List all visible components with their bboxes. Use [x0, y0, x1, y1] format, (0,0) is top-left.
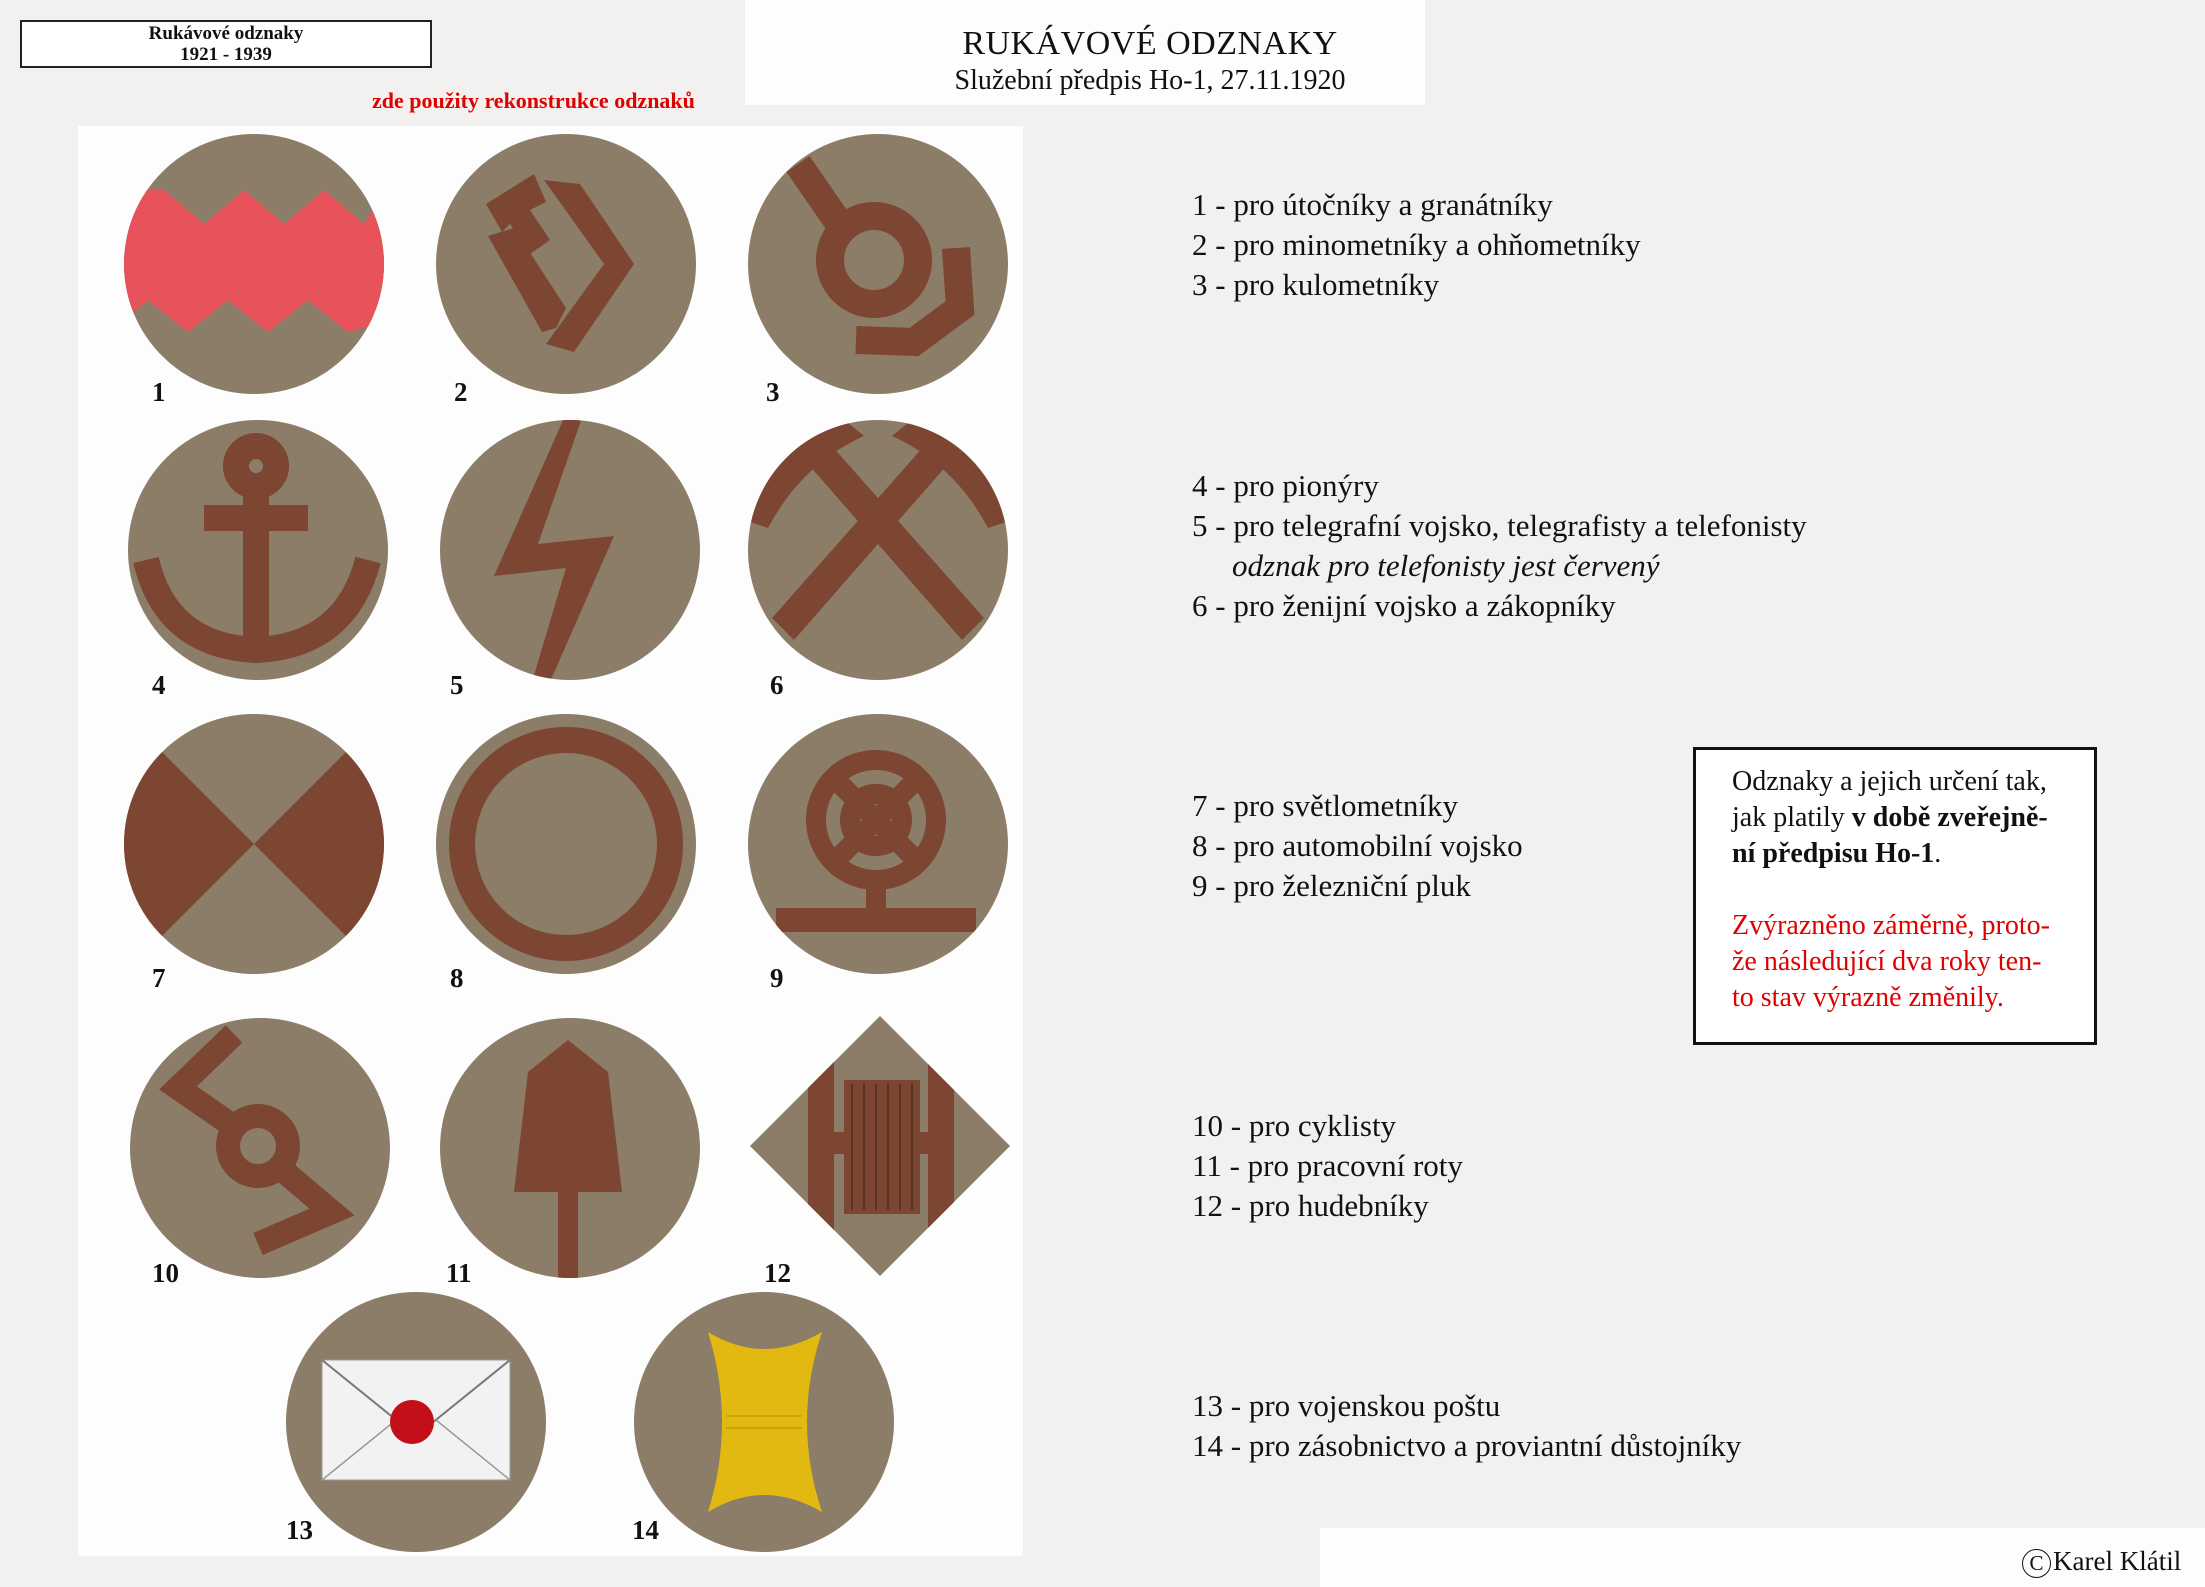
badge-number: 12: [764, 1258, 791, 1288]
info-line: [1732, 800, 2082, 836]
description-group-3: [1192, 786, 1523, 906]
info-bold-text: ní předpisu Ho-1: [1732, 838, 1935, 869]
badge-number: 9: [770, 963, 784, 993]
description-line: 5 - pro telegrafní vojsko, telegrafisty a telefonisty: [1192, 508, 1807, 543]
badge-number: 14: [632, 1515, 659, 1545]
badge-number: 2: [454, 377, 468, 407]
info-red-line: že následující dva roky ten-: [1732, 946, 2042, 977]
description-line: 9 - pro železniční pluk: [1192, 868, 1471, 903]
badge-number: 13: [286, 1515, 313, 1545]
info-text: .: [1934, 838, 1942, 869]
description-line: 13 - pro vojenskou poštu: [1192, 1388, 1501, 1423]
description-line: 8 - pro automobilní vojsko: [1192, 828, 1523, 863]
bicycle-crank-icon: [128, 1016, 392, 1280]
copyright: [2022, 1546, 2181, 1578]
badge-number: 7: [152, 963, 166, 993]
page-title: RUKÁVOVÉ ODZNAKY: [962, 25, 1338, 62]
reconstruction-note: zde použity rekonstrukce odznaků: [372, 88, 695, 113]
anchor-icon: [126, 418, 390, 682]
shovel-icon: [438, 1016, 702, 1280]
info-line: [1732, 836, 2082, 872]
info-text: jak platily: [1732, 802, 1852, 833]
envelope-icon: [284, 1290, 548, 1554]
info-bold-text: v době zveřejně-: [1851, 802, 2048, 833]
info-box: [1693, 747, 2097, 1045]
hourglass-sectors-icon: [122, 712, 386, 976]
description-line: 4 - pro pionýry: [1192, 468, 1379, 503]
badge-number: 3: [766, 377, 780, 407]
badge-number: 6: [770, 670, 784, 700]
description-group-2: [1192, 466, 1807, 626]
zigzag-band-icon: [122, 132, 386, 396]
description-group-5: [1192, 1386, 1741, 1466]
title-block: [870, 24, 1430, 98]
badge-number: 4: [152, 670, 166, 700]
badge-number: 8: [450, 963, 464, 993]
copyright-icon: C: [2022, 1549, 2051, 1578]
badge-number: 5: [450, 670, 464, 700]
info-line: Odznaky a jejich určení tak,: [1732, 766, 2047, 797]
header-label-years: 1921 - 1939: [180, 44, 272, 65]
description-line: 12 - pro hudebníky: [1192, 1188, 1429, 1223]
lyre-diamond-icon: [748, 1014, 1012, 1278]
description-line: 1 - pro útočníky a granátníky: [1192, 187, 1553, 222]
description-line: 2 - pro minometníky a ohňometníky: [1192, 227, 1641, 262]
info-red-line: Zvýrazněno záměrně, proto-: [1732, 910, 2050, 941]
description-line: 11 - pro pracovní roty: [1192, 1148, 1463, 1183]
description-line: 14 - pro zásobnictvo a proviantní důstojníky: [1192, 1428, 1742, 1463]
info-highlight-note: [1732, 908, 2082, 1016]
page-subtitle: Služební předpis Ho-1, 27.11.1920: [954, 65, 1346, 96]
description-line: 6 - pro ženijní vojsko a zákopníky: [1192, 588, 1616, 623]
badge-number: 11: [446, 1258, 472, 1288]
info-red-line: to stav výrazně změnily.: [1732, 982, 2004, 1013]
header-label-title: Rukávové odznaky: [148, 23, 304, 44]
lightning-bolt-icon: [438, 418, 702, 682]
description-group-4: [1192, 1106, 1463, 1226]
copyright-author: Karel Klátil: [2053, 1546, 2182, 1576]
description-line: 3 - pro kulometníky: [1192, 267, 1440, 302]
description-note: odznak pro telefonisty jest červený: [1232, 548, 1660, 583]
description-group-1: [1192, 185, 1641, 305]
description-line: 7 - pro světlometníky: [1192, 788, 1459, 823]
machine-gun-ring-icon: [746, 132, 1010, 396]
badge-number: 10: [152, 1258, 179, 1288]
header-label: [20, 20, 432, 68]
crossed-picks-icon: [746, 418, 1010, 682]
arrow-chevron-icon: [434, 132, 698, 396]
description-line: 10 - pro cyklisty: [1192, 1108, 1397, 1143]
ring-icon: [434, 712, 698, 976]
badge-number: 1: [152, 377, 166, 407]
railway-wheel-icon: [746, 712, 1010, 976]
yellow-band-icon: [632, 1290, 896, 1554]
